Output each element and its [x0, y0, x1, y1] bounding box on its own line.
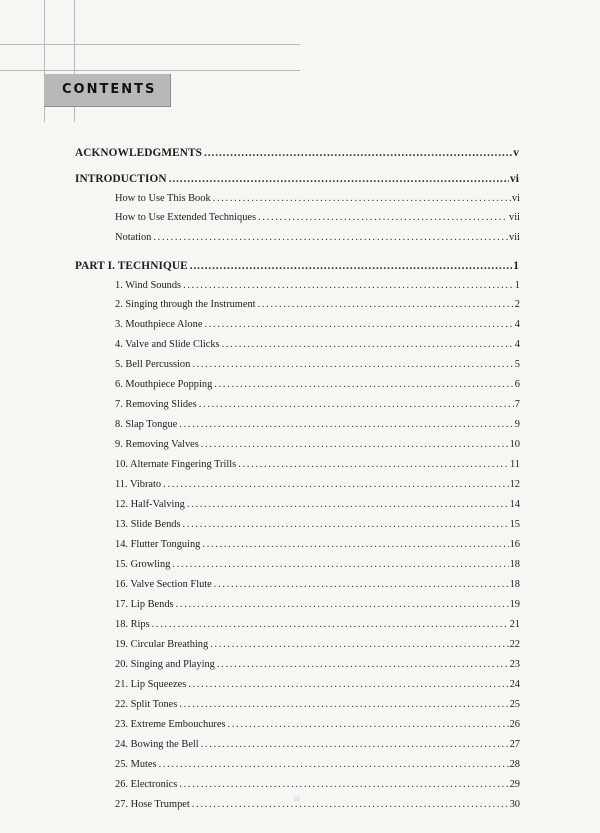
dot-leader [258, 297, 514, 313]
toc-entry [115, 397, 520, 413]
toc-part-entry [75, 171, 519, 187]
toc-entry-label: 1. Wind Sounds [115, 280, 182, 291]
dot-leader [179, 777, 508, 793]
toc-entry-page: 1 [514, 280, 520, 291]
toc-entry-label: 18. Rips [115, 619, 150, 630]
toc-entry-page: 4 [514, 319, 520, 330]
toc-entry-page: 5 [514, 359, 520, 370]
dot-leader [217, 657, 509, 673]
toc-entry-label: 17. Lip Bends [115, 599, 174, 610]
toc-entry [115, 757, 520, 773]
dot-leader [204, 145, 512, 161]
dot-leader [228, 717, 509, 733]
toc-entry-label: 23. Extreme Embouchures [115, 719, 226, 730]
toc-entry-page: 7 [514, 399, 520, 410]
page-number: iii [294, 795, 300, 803]
toc-entry-page: 25 [509, 699, 520, 710]
toc-entry [115, 357, 520, 373]
toc-entry [115, 230, 520, 246]
toc-entry-label: 7. Removing Slides [115, 399, 197, 410]
toc-entry-page: 18 [509, 579, 520, 590]
page-title: CONTENTS [62, 82, 157, 97]
toc-entry [115, 191, 520, 207]
toc-entry-page: vii [509, 212, 520, 223]
toc-entry-page: 18 [509, 559, 520, 570]
toc-entry-page: 23 [509, 659, 520, 670]
toc-entry [115, 797, 520, 813]
toc-entry-label: ACKNOWLEDGMENTS [75, 147, 203, 159]
toc-entry [115, 517, 520, 533]
toc-entry [115, 597, 520, 613]
toc-entry-page: 12 [509, 479, 520, 490]
toc-entry-label: 22. Split Tones [115, 699, 178, 710]
dot-leader [188, 677, 508, 693]
toc-entry [115, 297, 520, 313]
toc-entry-label: 15. Growling [115, 559, 171, 570]
dot-leader [202, 537, 508, 553]
toc-entry [115, 278, 520, 294]
toc-entry [115, 457, 520, 473]
toc-entry-page: 19 [509, 599, 520, 610]
toc-entry-label: How to Use This Book [115, 193, 211, 204]
dot-leader [214, 577, 509, 593]
toc-entry [115, 377, 520, 393]
toc-entry [115, 677, 520, 693]
dot-leader [201, 737, 509, 753]
dot-leader [258, 210, 508, 226]
toc-entry-label: 4. Valve and Slide Clicks [115, 339, 220, 350]
toc-entry-page: 1 [513, 260, 519, 272]
dot-leader [176, 597, 509, 613]
toc-entry-label: 13. Slide Bends [115, 519, 181, 530]
toc-entry [115, 617, 520, 633]
dot-leader [169, 171, 509, 187]
toc-entry-label: PART I. TECHNIQUE [75, 260, 188, 272]
toc-entry-page: 14 [509, 499, 520, 510]
toc-entry [115, 637, 520, 653]
toc-entry-label: 9. Removing Valves [115, 439, 199, 450]
dot-leader [190, 258, 513, 274]
toc-entry [115, 657, 520, 673]
dot-leader [163, 477, 508, 493]
toc-entry [115, 337, 520, 353]
toc-entry [115, 697, 520, 713]
toc-entry-label: 3. Mouthpiece Alone [115, 319, 203, 330]
toc-entry [115, 497, 520, 513]
dot-leader [204, 317, 513, 333]
dot-leader [172, 557, 508, 573]
dot-leader [183, 517, 509, 533]
toc-entry-page: 6 [514, 379, 520, 390]
dot-leader [222, 337, 514, 353]
toc-entry-label: 21. Lip Squeezes [115, 679, 187, 690]
toc-entry [115, 417, 520, 433]
dot-leader [199, 397, 514, 413]
toc-entry-label: INTRODUCTION [75, 173, 167, 185]
toc-entry-label: 20. Singing and Playing [115, 659, 215, 670]
toc-entry-page: 10 [509, 439, 520, 450]
dot-leader [183, 278, 514, 294]
dot-leader [192, 797, 509, 813]
toc-entry-label: 2. Singing through the Instrument [115, 299, 256, 310]
toc-entry-page: 30 [509, 799, 520, 810]
toc-entry [115, 557, 520, 573]
toc-entry-label: 27. Hose Trumpet [115, 799, 190, 810]
toc-entry [115, 437, 520, 453]
toc-entry-page: 11 [509, 459, 520, 470]
toc-entry-page: 9 [514, 419, 520, 430]
toc-entry-page: 15 [509, 519, 520, 530]
dot-leader [152, 617, 509, 633]
toc-entry-page: 21 [509, 619, 520, 630]
dot-leader [201, 437, 509, 453]
dot-leader [238, 457, 509, 473]
toc-entry-label: 24. Bowing the Bell [115, 739, 199, 750]
toc-entry-label: 11. Vibrato [115, 479, 162, 490]
dot-leader [213, 191, 511, 207]
toc-entry-label: 5. Bell Percussion [115, 359, 191, 370]
toc-entry-page: v [513, 147, 519, 159]
toc-entry-label: 10. Alternate Fingering Trills [115, 459, 237, 470]
toc-entry-page: 28 [509, 759, 520, 770]
toc-entry-label: 12. Half-Valving [115, 499, 185, 510]
toc-entry-label: 25. Mutes [115, 759, 157, 770]
toc-entry [115, 717, 520, 733]
toc-entry-label: 19. Circular Breathing [115, 639, 209, 650]
dot-leader [179, 417, 514, 433]
toc-entry-page: vi [510, 173, 519, 185]
toc-entry-label: 16. Valve Section Flute [115, 579, 212, 590]
toc-entry-label: 6. Mouthpiece Popping [115, 379, 213, 390]
toc-entry-label: Notation [115, 232, 152, 243]
toc-entry [115, 477, 520, 493]
toc-entry-page: 29 [509, 779, 520, 790]
toc-entry [115, 737, 520, 753]
toc-entry-label: How to Use Extended Techniques [115, 212, 257, 223]
toc-entry [115, 777, 520, 793]
toc-entry [115, 210, 520, 226]
toc-entry-page: 16 [509, 539, 520, 550]
toc-entry-page: 4 [514, 339, 520, 350]
toc-entry-page: 22 [509, 639, 520, 650]
toc-part-entry [75, 258, 519, 274]
toc-entry-page: 2 [514, 299, 520, 310]
toc-entry [115, 577, 520, 593]
toc-entry-page: vi [511, 193, 520, 204]
dot-leader [210, 637, 508, 653]
toc-part-entry [75, 145, 519, 161]
toc-entry-label: 8. Slap Tongue [115, 419, 178, 430]
toc-entry [115, 317, 520, 333]
dot-leader [159, 757, 509, 773]
toc-entry [115, 537, 520, 553]
toc-entry-page: 24 [509, 679, 520, 690]
toc-entry-page: 27 [509, 739, 520, 750]
dot-leader [179, 697, 508, 713]
toc-entry-label: 14. Flutter Tonguing [115, 539, 201, 550]
toc-entry-page: vii [509, 232, 520, 243]
dot-leader [187, 497, 509, 513]
dot-leader [192, 357, 513, 373]
dot-leader [214, 377, 514, 393]
toc-entry-page: 26 [509, 719, 520, 730]
dot-leader [153, 230, 508, 246]
toc-entry-label: 26. Electronics [115, 779, 178, 790]
